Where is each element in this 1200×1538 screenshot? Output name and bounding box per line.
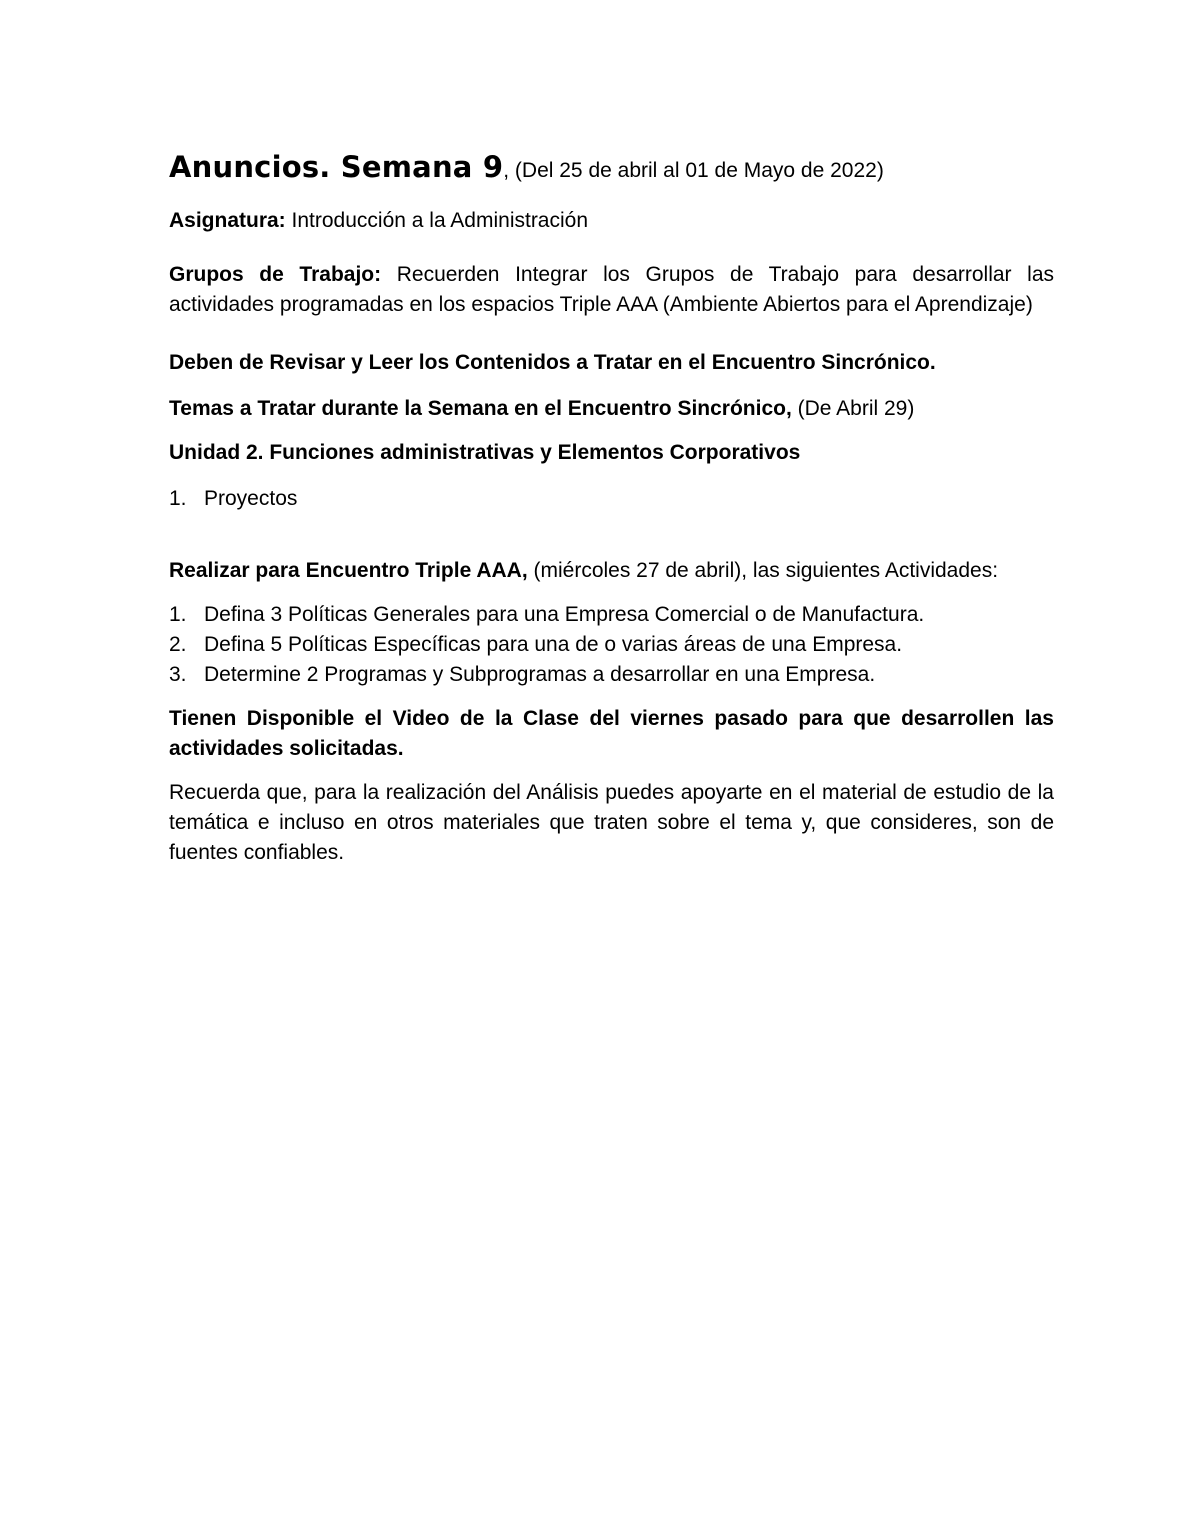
list-item-text: Defina 3 Políticas Generales para una Empresa Comercial o de Manufactura. <box>204 603 925 626</box>
work-groups-label: Grupos de Trabajo: <box>169 263 382 286</box>
list-item-text: Proyectos <box>204 487 298 510</box>
list-item-text: Defina 5 Políticas Específicas para una de o varias áreas de una Empresa. <box>204 633 903 656</box>
work-groups-text: Recuerden Integrar los Grupos de Trabajo para desarrollar las actividades programadas en los espacios Triple AAA (Ambiente Abiertos para el Aprendizaje) <box>169 263 1055 316</box>
unit-heading: Unidad 2. Funciones administrativas y Elementos Corporativos <box>169 441 801 464</box>
reminder-paragraph: Recuerda que, para la realización del Análisis puedes apoyarte en el material de estudio de la temática e incluso en otros materiales que traten sobre el tema y, que consideres, son de fuentes confiables. <box>169 781 1054 864</box>
work-groups-paragraph <box>169 260 1054 320</box>
review-contents-note: Deben de Revisar y Leer los Contenidos a Tratar en el Encuentro Sincrónico. <box>169 351 936 374</box>
list-number: 2. <box>169 633 187 656</box>
activities-intro-text: (miércoles 27 de abril), las siguientes Actividades: <box>527 559 999 582</box>
list-item <box>169 600 1054 630</box>
list-number: 3. <box>169 663 187 686</box>
topics-heading-label: Temas a Tratar durante la Semana en el Encuentro Sincrónico, <box>169 397 792 420</box>
list-item <box>169 484 1054 514</box>
subject-line <box>169 206 1054 236</box>
topics-heading-date: (De Abril 29) <box>791 397 915 420</box>
title-date-range: , (Del 25 de abril al 01 de Mayo de 2022) <box>503 159 884 182</box>
title-bold: Anuncios. Semana 9 <box>169 150 504 184</box>
topics-heading <box>169 394 1054 424</box>
list-item <box>169 630 1054 660</box>
list-number: 1. <box>169 603 187 626</box>
subject-value: Introducción a la Administración <box>285 209 589 232</box>
list-number: 1. <box>169 487 187 510</box>
activities-list <box>169 600 1054 690</box>
document-page <box>169 148 1054 868</box>
video-available-note: Tienen Disponible el Video de la Clase del viernes pasado para que desarrollen las actividades solicitadas. <box>169 707 1054 760</box>
subject-label: Asignatura: <box>169 209 286 232</box>
list-item-text: Determine 2 Programas y Subprogramas a desarrollar en una Empresa. <box>204 663 876 686</box>
list-item <box>169 660 1054 690</box>
activities-intro-label: Realizar para Encuentro Triple AAA, <box>169 559 528 582</box>
topics-list <box>169 484 1054 514</box>
activities-intro <box>169 556 1054 586</box>
announcement-title <box>169 148 1054 190</box>
